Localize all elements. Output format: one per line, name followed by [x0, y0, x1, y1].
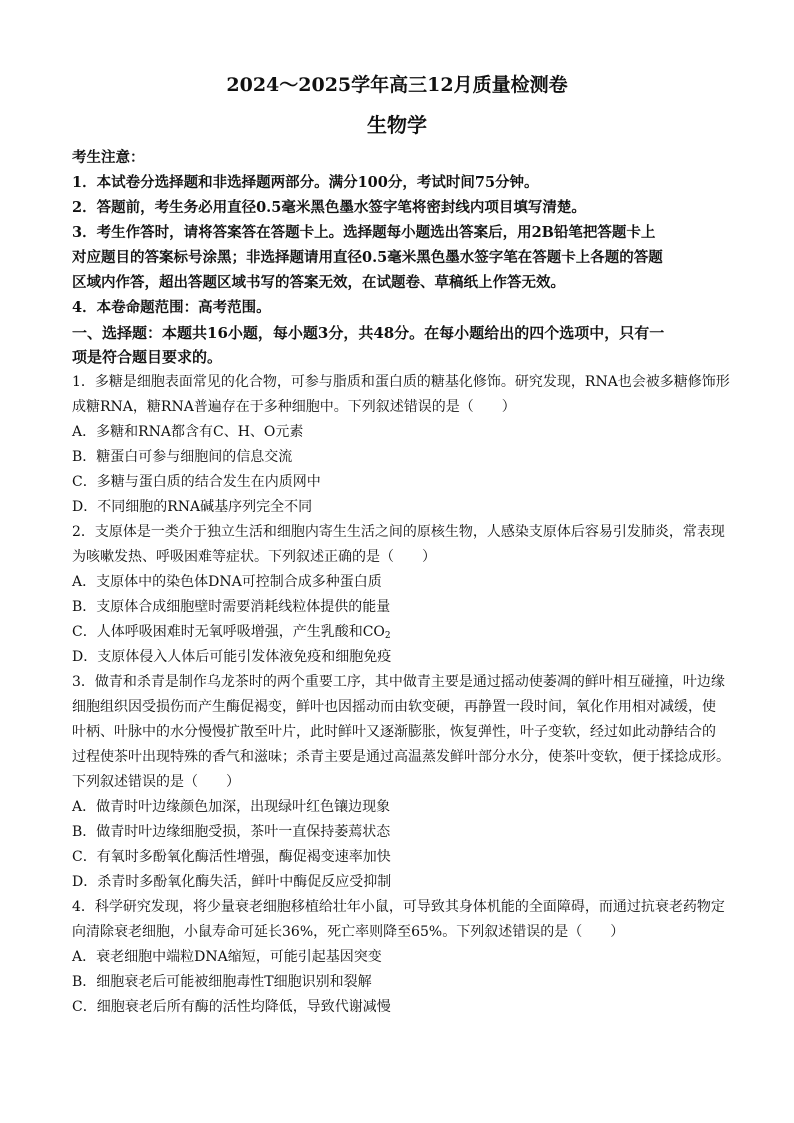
notice-item: 4．本卷命题范围：高考范围。	[72, 299, 271, 316]
option-c-text: C．人体呼吸困难时无氧呼吸增强，产生乳酸和CO	[72, 624, 385, 640]
option-c: C．多糖与蛋白质的结合发生在内质网中	[72, 474, 321, 490]
option-a: A．做青时叶边缘颜色加深，出现绿叶红色镶边现象	[72, 799, 391, 815]
option-a: A．支原体中的染色体DNA可控制合成多种蛋白质	[72, 574, 382, 590]
notice-item: 2．答题前，考生务必用直径0.5毫米黑色墨水签字笔将密封线内项目填写清楚。	[72, 199, 586, 216]
option-c: C．有氧时多酚氧化酶活性增强，酶促褐变速率加快	[72, 849, 391, 865]
notice-item: 1．本试卷分选择题和非选择题两部分。满分100分，考试时间75分钟。	[72, 174, 539, 191]
option-c	[72, 622, 391, 646]
option-c: C．细胞衰老后所有酶的活性均降低，导致代谢减慢	[72, 999, 391, 1015]
question-stem: 向清除衰老细胞，小鼠寿命可延长36%，死亡率则降至65%。下列叙述错误的是（ ）	[72, 924, 625, 940]
option-a: A．衰老细胞中端粒DNA缩短，可能引起基因突变	[72, 949, 382, 965]
question-stem: 为咳嗽发热、呼吸困难等症状。下列叙述正确的是（ ）	[72, 549, 436, 565]
option-d: D．杀青时多酚氧化酶失活，鲜叶中酶促反应受抑制	[72, 874, 392, 890]
question-stem: 叶柄、叶脉中的水分慢慢扩散至叶片，此时鲜叶又逐渐膨胀，恢复弹性，叶子变软，经过如此动静结合的	[72, 724, 716, 740]
co2-subscript: 2	[384, 631, 391, 641]
option-d: D．不同细胞的RNA碱基序列完全不同	[72, 499, 313, 515]
section-heading: 项是符合题目要求的。	[72, 348, 223, 366]
option-d: D．支原体侵入人体后可能引发体液免疫和细胞免疫	[72, 649, 392, 665]
option-b: B．支原体合成细胞壁时需要消耗线粒体提供的能量	[72, 599, 391, 615]
option-b: B．做青时叶边缘细胞受损，茶叶一直保持萎蔫状态	[72, 824, 391, 840]
question-stem: 成糖RNA，糖RNA普遍存在于多种细胞中。下列叙述错误的是（ ）	[72, 399, 516, 415]
section-heading: 一、选择题：本题共16小题，每小题3分，共48分。在每小题给出的四个选项中，只有一	[72, 324, 665, 342]
subject-title: 生物学	[367, 113, 427, 137]
notice-item: 3．考生作答时，请将答案答在答题卡上。选择题每小题选出答案后，用2B铅笔把答题卡上	[72, 224, 656, 241]
option-b: B．糖蛋白可参与细胞间的信息交流	[72, 449, 293, 465]
notice-item: 区域内作答，超出答题区域书写的答案无效，在试题卷、草稿纸上作答无效。	[72, 274, 565, 291]
question-stem: 4．科学研究发现，将少量衰老细胞移植给壮年小鼠，可导致其身体机能的全面障碍，而通过抗衰老药物定	[72, 899, 725, 915]
notice-item: 对应题目的答案标号涂黑；非选择题请用直径0.5毫米黑色墨水签字笔在答题卡上各题的答题	[72, 249, 663, 266]
question-stem: 3．做青和杀青是制作乌龙茶时的两个重要工序，其中做青主要是通过摇动使萎凋的鲜叶相互碰撞，叶边缘	[72, 674, 725, 690]
notice-heading: 考生注意：	[72, 149, 145, 166]
option-a: A．多糖和RNA都含有C、H、O元素	[72, 424, 304, 440]
question-stem: 2．支原体是一类介于独立生活和细胞内寄生生活之间的原核生物，人感染支原体后容易引发肺炎，常表现	[72, 524, 725, 540]
question-stem: 过程使茶叶出现特殊的香气和滋味；杀青主要是通过高温蒸发鲜叶部分水分，使茶叶变软，便于揉捻成形。	[72, 749, 730, 765]
exam-title: 2024～2025学年高三12月质量检测卷	[226, 74, 568, 96]
question-stem: 下列叙述错误的是（ ）	[72, 774, 240, 790]
question-stem: 1．多糖是细胞表面常见的化合物，可参与脂质和蛋白质的糖基化修饰。研究发现，RNA也会被多糖修饰形	[72, 374, 730, 390]
question-stem: 细胞组织因受损伤而产生酶促褐变，鲜叶也因摇动而由软变硬，再静置一段时间，氧化作用相对减缓，使	[72, 699, 716, 715]
option-b: B．细胞衰老后可能被细胞毒性T细胞识别和裂解	[72, 974, 372, 990]
